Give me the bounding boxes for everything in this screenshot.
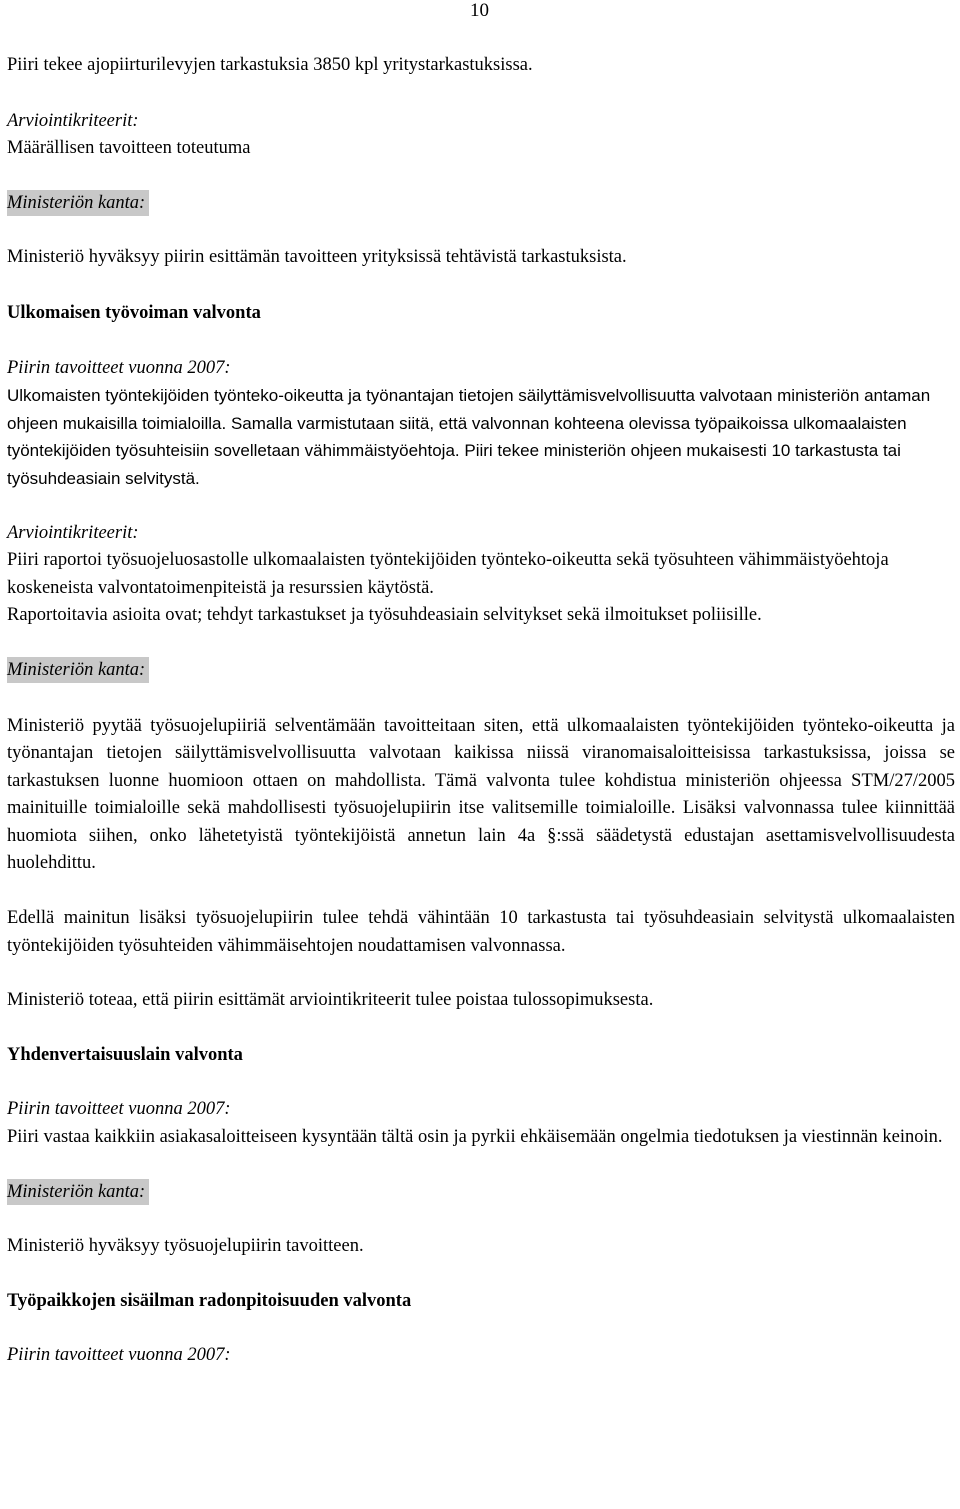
section-radon-heading: Työpaikkojen sisäilman radonpitoisuuden valvonta bbox=[7, 1290, 412, 1311]
section-equality-heading: Yhdenvertaisuuslain valvonta bbox=[7, 1044, 243, 1065]
intro-criteria-label: Arviointikriteerit: bbox=[7, 110, 139, 131]
foreign-criteria-text-2: Raportoitavia asioita ovat; tehdyt tarkastukset ja työsuhdeasiain selvitykset sekä ilmoitukset poliisille. bbox=[7, 605, 762, 626]
foreign-criteria-label: Arviointikriteerit: bbox=[7, 522, 139, 543]
page-number: 10 bbox=[470, 0, 489, 21]
foreign-ministry-text-3: Ministeriö toteaa, että piirin esittämät arviointikriteerit tulee poistaa tulossopimuksesta. bbox=[7, 990, 654, 1011]
foreign-criteria-text-1: Piiri raportoi työsuojeluosastolle ulkomaalaisten työntekijöiden työnteko-oikeutta sekä työsuhteen vähimmäistyöehtoja koskeneista valvontatoimenpiteistä ja resurssien käytöstä. bbox=[7, 550, 889, 598]
foreign-ministry-text-2: Edellä mainitun lisäksi työsuojelupiirin tulee tehdä vähintään 10 tarkastusta tai työsuhdeasiain selvitystä ulkomaalaisten työntekijöiden työsuhteiden vähimmäisehtojen noudattamisen valvonnassa. bbox=[7, 908, 955, 956]
foreign-goals-text-3: Piiri tekee ministeriön ohjeen mukaisesti 10 tarkastusta tai työsuhdeasiain selvitystä. bbox=[7, 441, 901, 488]
radon-goals-label: Piirin tavoitteet vuonna 2007: bbox=[7, 1345, 231, 1366]
intro-criteria-text: Määrällisen tavoitteen toteutuma bbox=[7, 138, 251, 159]
equality-ministry-text: Ministeriö hyväksyy työsuojelupiirin tavoitteen. bbox=[7, 1236, 364, 1257]
foreign-ministry-text-1: Ministeriö pyytää työsuojelupiiriä selventämään tavoitteitaan siten, että ulkomaalaisten työntekijöiden työnteko-oikeutta ja työnantajan tietojen säilyttämisvelvollisuutta valvotaan kaikissa niissä viranomaisaloitteisissa tarkastuksissa, joissa se tarkastuksen luonne huomioon ottaen on mahdollista. Tämä valvonta tulee kohdistua ministeriön ohjeessa STM/27/2005 mainituille toimialoille sekä mahdollisesti työsuojelupiirin itse valitsemille toimialoille. Lisäksi valvonnassa tulee kiinnittää huomiota siihen, onko lähetetyistä työntekijöistä annetun lain 4a §:ssä säädetystä edustajan asettamisvelvollisuudesta huolehdittu. bbox=[7, 715, 955, 874]
section-foreign-heading: Ulkomaisen työvoiman valvonta bbox=[7, 302, 261, 323]
foreign-ministry-label: Ministeriön kanta: bbox=[7, 657, 149, 683]
equality-ministry-label: Ministeriön kanta: bbox=[7, 1179, 149, 1205]
equality-goals-label: Piirin tavoitteet vuonna 2007: bbox=[7, 1099, 231, 1120]
intro-text: Piiri tekee ajopiirturilevyjen tarkastuksia 3850 kpl yritystarkastuksissa. bbox=[7, 55, 533, 75]
foreign-goals-text-1: Ulkomaisten työntekijöiden työnteko-oikeutta ja työnantajan tietojen säilyttämisvelvollisuutta valvotaan ministeriön antaman ohjeen mukaisilla toimialoilla. bbox=[7, 386, 931, 433]
foreign-goals-label: Piirin tavoitteet vuonna 2007: bbox=[7, 357, 231, 378]
intro-ministry-text: Ministeriö hyväksyy piirin esittämän tavoitteen yrityksissä tehtävistä tarkastuksista. bbox=[7, 247, 627, 268]
intro-ministry-label: Ministeriön kanta: bbox=[7, 190, 149, 216]
document-body bbox=[7, 52, 955, 1370]
equality-goals-text: Piiri vastaa kaikkiin asiakasaloitteiseen kysyntään tältä osin ja pyrkii ehkäisemään ongelmia tiedotuksen ja viestinnän keinoin. bbox=[7, 1127, 943, 1148]
foreign-goals-text-2: Samalla varmistutaan siitä, että valvonnan kohteena olevissa työpaikoissa ulkomaalaisten työntekijöiden työsuhteisiin sovelletaan vähimmäistyöehtoja. bbox=[7, 413, 907, 461]
foreign-goals-text bbox=[7, 382, 955, 492]
